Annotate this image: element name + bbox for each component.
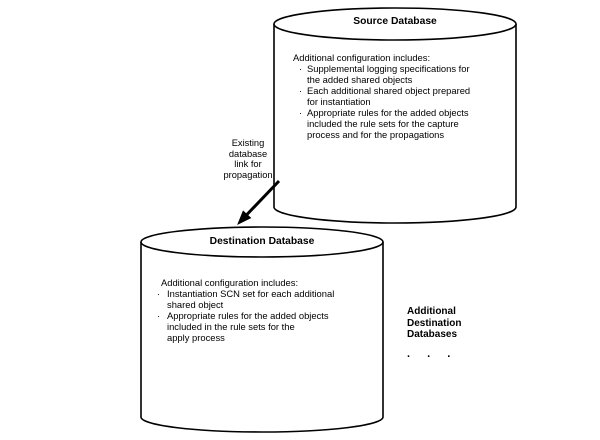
additional-label-line: Databases <box>407 329 458 340</box>
bullet-line: included the rule sets for the capture <box>307 118 459 129</box>
arrow-label-line: link for <box>234 159 262 170</box>
bullet-item <box>293 85 470 107</box>
bullet-item <box>157 288 334 310</box>
bullet-item <box>293 63 470 85</box>
arrow-label-line: database <box>228 148 268 159</box>
bullet-icon: · <box>157 288 161 299</box>
bullet-line: Appropriate rules for the added objects <box>307 107 469 118</box>
bullet-text <box>307 85 470 107</box>
bullet-icon: · <box>299 63 303 74</box>
arrow-label <box>202 138 294 180</box>
bullet-line: Each additional shared object prepared <box>307 85 471 96</box>
bullet-line: for instantiation <box>307 96 371 107</box>
additional-destinations-label <box>407 306 461 360</box>
bullet-line: Instantiation SCN set for each additional <box>167 288 335 299</box>
destination-db-notes <box>157 277 334 343</box>
additional-label-line: Additional <box>407 306 456 317</box>
bullet-text <box>307 107 469 140</box>
bullet-text <box>167 310 329 343</box>
ellipsis-dots: . . . <box>407 347 451 360</box>
bullet-icon: · <box>299 85 303 96</box>
bullet-text <box>307 63 470 85</box>
additional-label-line: Destination <box>407 317 462 329</box>
bullet-line: process and for the propagations <box>307 129 445 140</box>
source-db-title: Source Database <box>353 16 437 27</box>
bullet-text <box>167 288 334 310</box>
bullet-icon: · <box>299 107 303 118</box>
bullet-line: apply process <box>167 332 225 343</box>
source-db-notes <box>293 52 470 140</box>
arrow-label-line: propagation <box>223 169 273 180</box>
destination-db-title: Destination Database <box>209 236 315 247</box>
bullet-item <box>293 107 470 140</box>
source-notes-intro: Additional configuration includes: <box>293 52 431 63</box>
bullet-line: the added shared objects <box>307 74 413 85</box>
bullet-line: shared object <box>167 299 224 310</box>
bullet-icon: · <box>157 310 161 321</box>
bullet-line: Supplemental logging specifications for <box>307 63 470 74</box>
arrow-label-line: Existing <box>231 138 265 148</box>
bullet-line: included in the rule sets for the <box>167 321 295 332</box>
bullet-line: Appropriate rules for the added objects <box>167 310 329 321</box>
bullet-item <box>157 310 334 343</box>
destination-notes-intro: Additional configuration includes: <box>161 277 299 288</box>
